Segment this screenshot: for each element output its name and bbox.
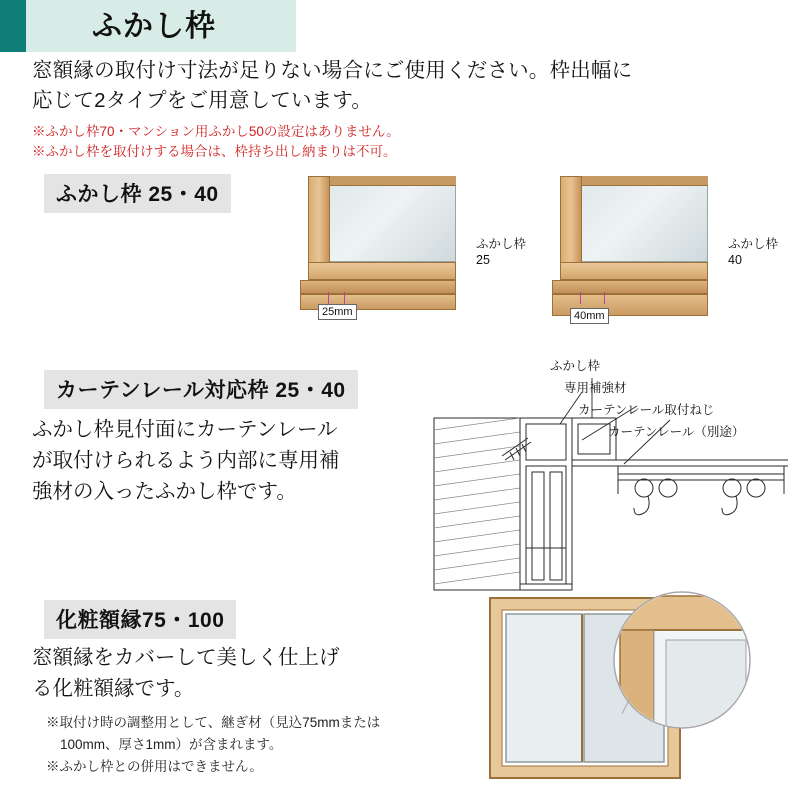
section-2-label: カーテンレール対応枠 25・40: [44, 370, 358, 409]
section-3-label: 化粧額縁75・100: [44, 600, 236, 639]
callout-reinforcement: 専用補強材: [564, 381, 627, 395]
window-corner-illustration-40: [552, 176, 708, 316]
section-3-text-line1: 窓額縁をカバーして美しく仕上げ: [32, 646, 340, 669]
section-3-notes: [46, 712, 446, 778]
callout-rail-screw: カーテンレール取付ねじ: [578, 403, 715, 417]
dimension-label-25: 25mm: [318, 304, 357, 320]
window-sill-lower: [552, 280, 708, 294]
dimension-tick-right-40: [604, 292, 605, 304]
glass-pane: [578, 176, 708, 262]
intro-line-1: 窓額縁の取付け寸法が足りない場合にご使用ください。枠出幅に: [32, 59, 633, 82]
window-sill: [308, 262, 456, 280]
section-2-label-box: [44, 370, 358, 409]
figure-caption-25-line1: ふかし枠: [476, 237, 527, 251]
window-corner-illustration-25: [300, 176, 456, 316]
section-3-text: [32, 642, 432, 704]
dimension-tick-left-40: [580, 292, 581, 304]
figure-caption-40: [728, 236, 778, 268]
window-sill: [560, 262, 708, 280]
page-title: ふかし枠: [92, 10, 216, 43]
intro-note-1: ※ふかし枠70・マンション用ふかし50の設定はありません。: [32, 124, 400, 139]
section-3-figure: [470, 588, 790, 788]
sash-top: [326, 176, 456, 186]
section-3-note-2: ※ふかし枠との併用はできません。: [46, 759, 263, 774]
section-1-label-box: [44, 174, 231, 213]
sash-top: [578, 176, 708, 186]
section-2-text-line2: が取付けられるよう内部に専用補: [32, 449, 340, 472]
intro-block: [32, 56, 772, 162]
window-sill-lower: [300, 280, 456, 294]
figure-caption-40-line2: 40: [728, 253, 742, 267]
section-3-label-box: [44, 600, 236, 639]
dimension-tick-right-25: [344, 292, 345, 304]
section-2-text: [32, 414, 432, 507]
dimension-tick-left-25: [328, 292, 329, 304]
figure-fukashi-40: [552, 176, 722, 324]
figure-caption-25: [476, 236, 526, 268]
section-2-technical-drawing: [432, 360, 788, 592]
section-3-note-1b: 100mm、厚さ1mm）が含まれます。: [60, 737, 283, 752]
section-1-label: ふかし枠 25・40: [44, 174, 231, 213]
intro-notes: [32, 122, 772, 162]
header-accent-bar: [0, 0, 26, 52]
kesho-gakubuchi-illustration: [470, 588, 790, 788]
figure-caption-25-line2: 25: [476, 253, 490, 267]
intro-line-2: 応じて2タイプをご用意しています。: [32, 89, 373, 112]
intro-note-2: ※ふかし枠を取付けする場合は、枠持ち出し納まりは不可。: [32, 144, 397, 159]
figure-fukashi-25: [300, 176, 470, 324]
section-3-note-1: ※取付け時の調整用として、継ぎ材（見込75mmまたは: [46, 715, 381, 730]
figure-caption-40-line1: ふかし枠: [728, 237, 779, 251]
callout-fukashi-waku: ふかし枠: [550, 359, 601, 373]
section-1-figures: [300, 168, 780, 328]
section-2-text-line1: ふかし枠見付面にカーテンレール: [32, 418, 338, 441]
section-2-text-line3: 強材の入ったふかし枠です。: [32, 480, 297, 503]
section-3-text-line2: る化粧額縁です。: [32, 677, 195, 700]
callout-curtain-rail: カーテンレール（別途）: [608, 425, 745, 439]
glass-pane: [326, 176, 456, 262]
page-header: [0, 0, 800, 52]
dimension-label-40: 40mm: [570, 308, 609, 324]
